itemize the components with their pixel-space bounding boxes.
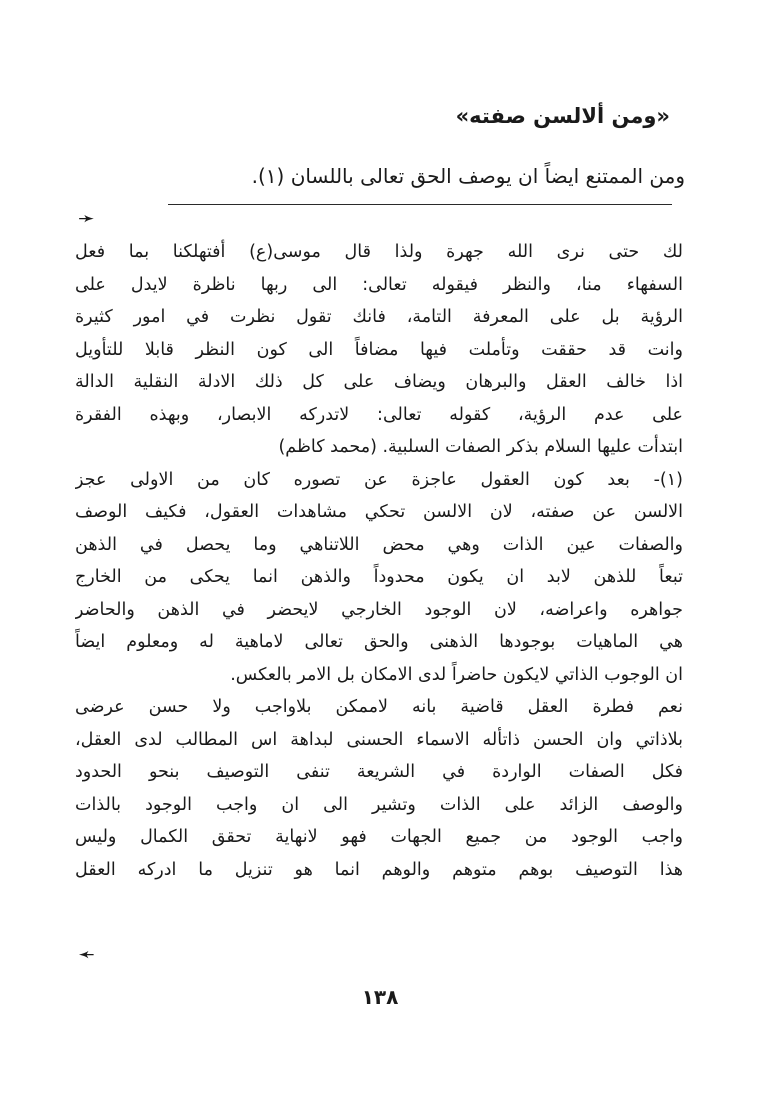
page-number: ١٣٨ [361, 985, 399, 1009]
text-line: السفهاء منا، والنظر فيقوله تعالى: الى ربها ناظرة لايدل على [75, 274, 683, 295]
text-line: اذا خالف العقل والبرهان ويضاف على كل ذلك الادلة النقلية الدالة [75, 372, 683, 392]
text-line: الرؤية بل على المعرفة التامة، فانك تقول نظرت في امور كثيرة [75, 307, 683, 327]
text-line: هي الماهيات بوجودها الذهنى والحق تعالى لاماهية له ومعلوم ايضاً [75, 632, 683, 652]
text-line: وانت قد حققت وتأملت فيها مضافاً الى كون النظر قابلا للتأويل [75, 339, 683, 360]
text-line: ابتدأت عليها السلام بذكر الصفات السلبية. (محمد كاظم) [278, 437, 683, 457]
page-header-title: «ومن ألالسن صفته» [455, 104, 670, 128]
text-line: فكل الصفات الواردة في الشريعة تنفى التوصيف بنحو الحدود [75, 762, 683, 782]
text-line: (١)- بعد كون العقول عاجزة عن تصوره كان من الاولى عجز [75, 469, 683, 490]
text-line: جواهره واعراضه، لان الوجود الخارجي لايحضر في الذهن والحاضر [75, 599, 683, 620]
text-line: والصفات عين الذات وهي محض اللاتناهي وما يحصل في الذهن [75, 534, 683, 555]
text-line: لك حتى نرى الله جهرة ولذا قال موسى(ع) أفتهلكنا بما فعل [75, 242, 683, 262]
text-line: نعم فطرة العقل قاضية بانه لاممكن بلاواجب ولا حسن عرضى [75, 697, 683, 717]
text-line: على عدم الرؤية، كقوله تعالى: لاتدركه الابصار، وبهذه الفقرة [75, 404, 683, 425]
continuation-arrow-icon: ➛ [78, 942, 95, 966]
text-line: هذا التوصيف بوهم متوهم والوهم انما هو تنزيل ما ادركه العقل [75, 859, 683, 880]
footnote-body [75, 236, 683, 886]
text-line: بلاذاتي وان الحسن ذاتأله الاسماء الحسنى لبداهة اس المطالب لدى العقل، [75, 729, 683, 750]
continuation-arrow-icon: ➛ [78, 206, 95, 230]
intro-sentence: ومن الممتنع ايضاً ان يوصف الحق تعالى باللسان (١). [251, 164, 685, 188]
text-line: ان الوجوب الذاتي لايكون حاضراً لدى الامكان بل الامر بالعكس. [230, 664, 683, 685]
text-line: واجب الوجود من جميع الجهات فهو لانهاية تحقق الكمال وليس [75, 827, 683, 847]
text-line: الالسن عن صفته، لان الالسن تحكي مشاهدات العقول، فكيف الوصف [75, 502, 683, 522]
text-line: تبعاً للذهن لابد ان يكون محدوداً والذهن انما يحكى من الخارج [75, 567, 683, 587]
footnote-divider [168, 204, 672, 205]
text-line: والوصف الزائد على الذات وتشير الى ان واجب الوجود بالذات [75, 794, 683, 815]
